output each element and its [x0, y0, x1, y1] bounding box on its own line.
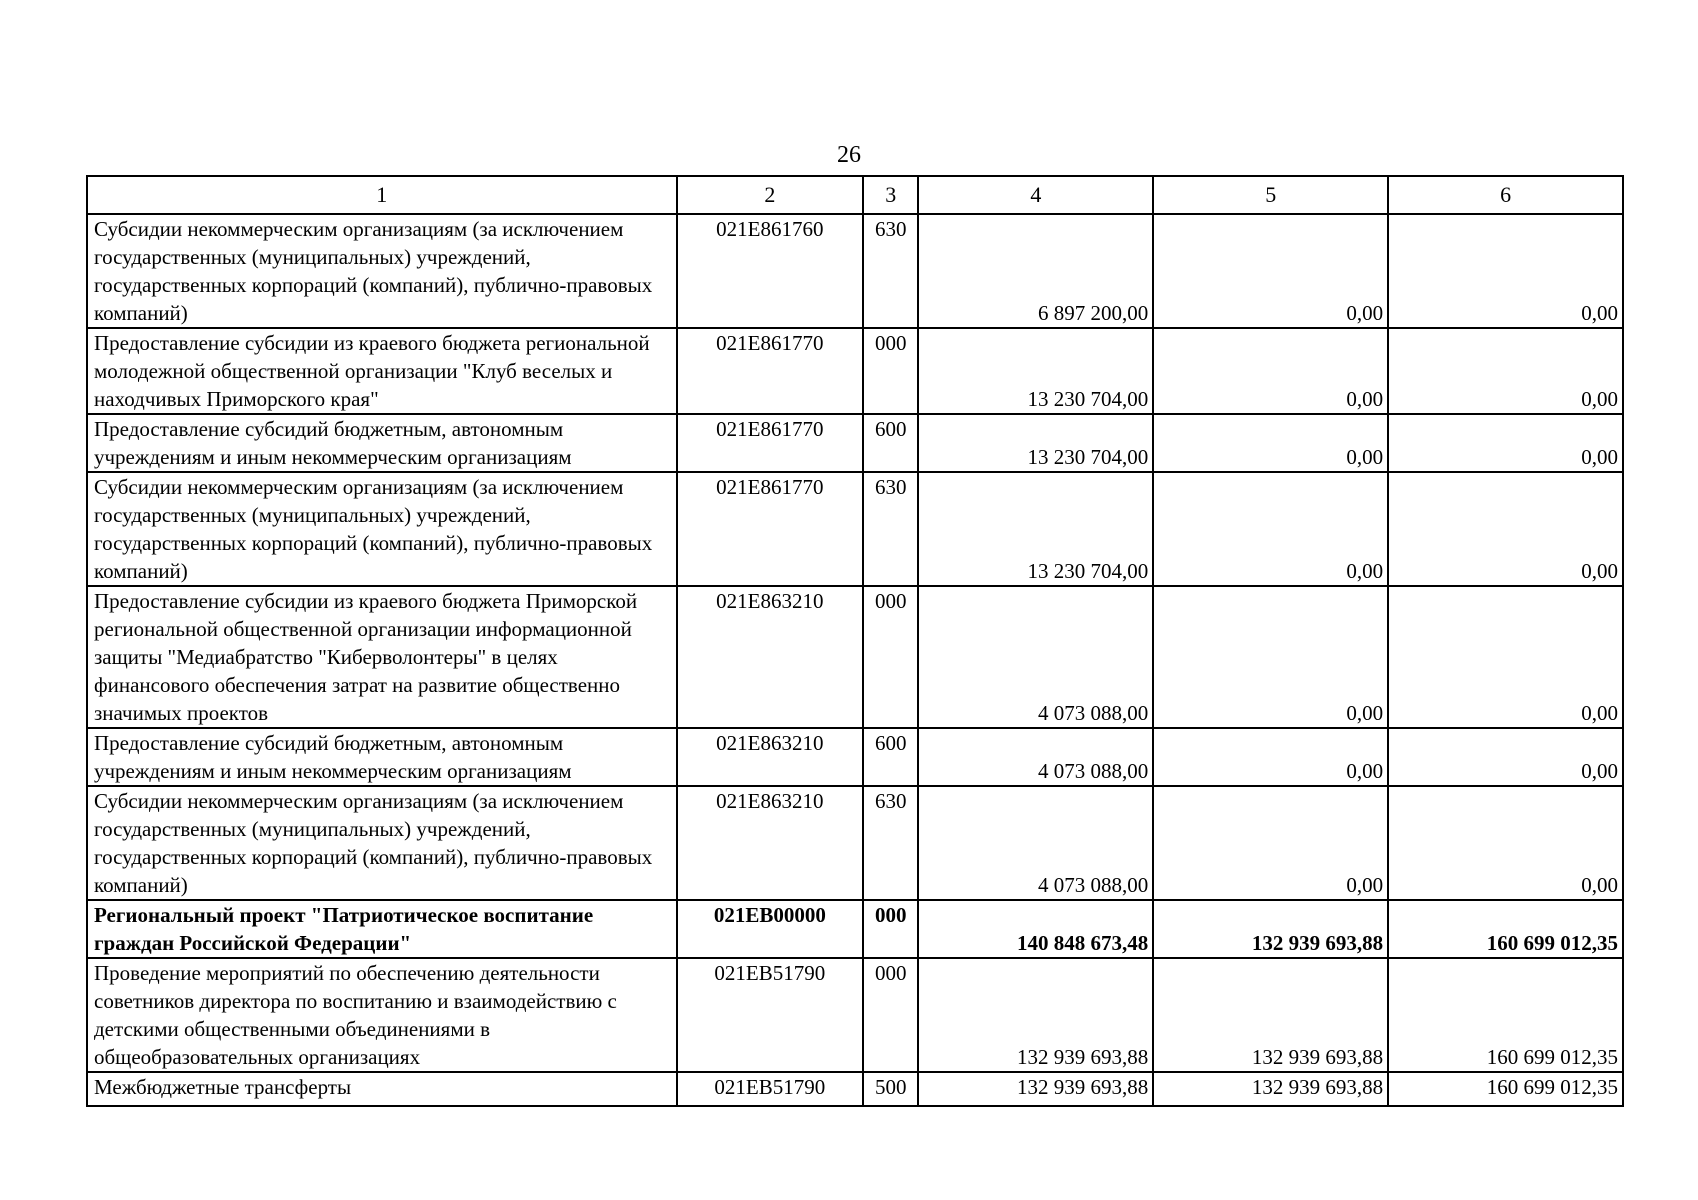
row-value-col5: 132 939 693,88 [1153, 900, 1388, 958]
row-expense-type: 000 [863, 958, 918, 1072]
column-header-6: 6 [1388, 176, 1623, 214]
table-row [87, 958, 1623, 1072]
column-header-4: 4 [918, 176, 1153, 214]
row-value-col5: 132 939 693,88 [1153, 1072, 1388, 1106]
row-code: 021EB00000 [677, 900, 863, 958]
row-description: Предоставление субсидии из краевого бюджета региональной молодежной общественной организации "Клуб веселых и находчивых Приморского края" [87, 328, 677, 414]
header-row [87, 176, 1623, 214]
row-value-col4: 6 897 200,00 [918, 214, 1153, 328]
row-description: Субсидии некоммерческим организациям (за исключением государственных (муниципальных) учреждений, государственных корпораций (компаний), публично-правовых компаний) [87, 786, 677, 900]
row-value-col5: 0,00 [1153, 586, 1388, 728]
row-value-col5: 132 939 693,88 [1153, 958, 1388, 1072]
row-description: Предоставление субсидий бюджетным, автономным учреждениям и иным некоммерческим организациям [87, 728, 677, 786]
row-description: Проведение мероприятий по обеспечению деятельности советников директора по воспитанию и взаимодействию с детскими общественными объединениями в общеобразовательных организациях [87, 958, 677, 1072]
row-code: 021E861770 [677, 328, 863, 414]
row-value-col6: 160 699 012,35 [1388, 900, 1623, 958]
row-code: 021E863210 [677, 728, 863, 786]
column-header-5: 5 [1153, 176, 1388, 214]
row-code: 021E861770 [677, 472, 863, 586]
row-value-col4: 140 848 673,48 [918, 900, 1153, 958]
row-value-col4: 13 230 704,00 [918, 472, 1153, 586]
row-code: 021EB51790 [677, 958, 863, 1072]
row-expense-type: 630 [863, 786, 918, 900]
table-row [87, 728, 1623, 786]
row-expense-type: 600 [863, 414, 918, 472]
row-expense-type: 630 [863, 214, 918, 328]
column-header-3: 3 [863, 176, 918, 214]
row-code: 021E863210 [677, 786, 863, 900]
row-code: 021EB51790 [677, 1072, 863, 1106]
table-body [87, 176, 1623, 1106]
table-row [87, 1072, 1623, 1106]
column-header-1: 1 [87, 176, 677, 214]
row-value-col6: 160 699 012,35 [1388, 958, 1623, 1072]
row-description: Предоставление субсидий бюджетным, автономным учреждениям и иным некоммерческим организациям [87, 414, 677, 472]
row-value-col4: 132 939 693,88 [918, 958, 1153, 1072]
table-row [87, 786, 1623, 900]
row-value-col4: 13 230 704,00 [918, 414, 1153, 472]
row-expense-type: 630 [863, 472, 918, 586]
row-value-col6: 0,00 [1388, 328, 1623, 414]
table-row [87, 472, 1623, 586]
row-code: 021E861760 [677, 214, 863, 328]
row-code: 021E861770 [677, 414, 863, 472]
row-value-col4: 4 073 088,00 [918, 728, 1153, 786]
row-description: Предоставление субсидии из краевого бюджета Приморской региональной общественной организации информационной защиты "Медиабратство "Киберволонтеры" в целях финансового обеспечения затрат на развитие общественно значимых проектов [87, 586, 677, 728]
row-expense-type: 000 [863, 586, 918, 728]
row-expense-type: 600 [863, 728, 918, 786]
page-number: 26 [837, 142, 861, 168]
row-description: Региональный проект "Патриотическое воспитание граждан Российской Федерации" [87, 900, 677, 958]
row-value-col4: 4 073 088,00 [918, 586, 1153, 728]
row-value-col5: 0,00 [1153, 214, 1388, 328]
row-expense-type: 000 [863, 900, 918, 958]
row-value-col6: 160 699 012,35 [1388, 1072, 1623, 1106]
table-row [87, 328, 1623, 414]
row-value-col6: 0,00 [1388, 414, 1623, 472]
row-expense-type: 000 [863, 328, 918, 414]
table-row [87, 214, 1623, 328]
row-value-col6: 0,00 [1388, 472, 1623, 586]
row-description: Субсидии некоммерческим организациям (за исключением государственных (муниципальных) учреждений, государственных корпораций (компаний), публично-правовых компаний) [87, 214, 677, 328]
row-value-col4: 132 939 693,88 [918, 1072, 1153, 1106]
row-value-col6: 0,00 [1388, 214, 1623, 328]
row-value-col5: 0,00 [1153, 414, 1388, 472]
table-row [87, 414, 1623, 472]
row-value-col5: 0,00 [1153, 786, 1388, 900]
row-expense-type: 500 [863, 1072, 918, 1106]
row-value-col5: 0,00 [1153, 472, 1388, 586]
row-value-col4: 4 073 088,00 [918, 786, 1153, 900]
column-header-2: 2 [677, 176, 863, 214]
table-row [87, 586, 1623, 728]
row-value-col6: 0,00 [1388, 786, 1623, 900]
row-description: Субсидии некоммерческим организациям (за исключением государственных (муниципальных) учреждений, государственных корпораций (компаний), публично-правовых компаний) [87, 472, 677, 586]
row-description: Межбюджетные трансферты [87, 1072, 677, 1106]
row-code: 021E863210 [677, 586, 863, 728]
budget-table [86, 175, 1624, 1107]
row-value-col6: 0,00 [1388, 586, 1623, 728]
table-row-section-total [87, 900, 1623, 958]
row-value-col6: 0,00 [1388, 728, 1623, 786]
row-value-col5: 0,00 [1153, 328, 1388, 414]
row-value-col4: 13 230 704,00 [918, 328, 1153, 414]
row-value-col5: 0,00 [1153, 728, 1388, 786]
